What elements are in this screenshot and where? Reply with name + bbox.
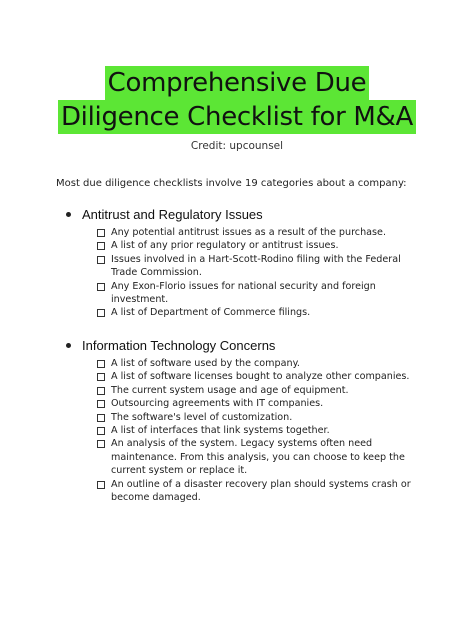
checkbox[interactable]	[97, 256, 105, 264]
checklist	[97, 357, 427, 504]
section-antitrust	[66, 206, 426, 320]
list-item	[97, 370, 427, 383]
item-text: An analysis of the system. Legacy systems often need maintenance. From this analysis, you can choose to keep the current system or replace it.	[111, 438, 405, 477]
item-text: A list of interfaces that link systems together.	[111, 425, 330, 437]
item-text: Issues involved in a Hart-Scott-Rodino filing with the Federal Trade Commission.	[111, 253, 401, 279]
list-item	[97, 306, 427, 319]
list-item	[97, 384, 427, 397]
checkbox[interactable]	[97, 309, 105, 317]
checkbox[interactable]	[97, 373, 105, 381]
list-item	[97, 424, 427, 437]
intro-text: Most due diligence checklists involve 19 categories about a company:	[56, 178, 407, 189]
section-heading	[66, 206, 426, 222]
title-line-2: Diligence Checklist for M&A	[58, 100, 416, 134]
page-title	[0, 66, 474, 134]
section-heading	[66, 337, 426, 353]
checkbox[interactable]	[97, 242, 105, 250]
list-item	[97, 226, 427, 239]
item-text: A list of software used by the company.	[111, 358, 300, 369]
checkbox[interactable]	[97, 414, 105, 422]
list-item	[97, 437, 427, 477]
item-text: A list of any prior regulatory or antitrust issues.	[111, 240, 339, 252]
checklist	[97, 226, 427, 320]
checkbox[interactable]	[97, 427, 105, 435]
bullet-icon	[66, 212, 71, 217]
checkbox[interactable]	[97, 229, 105, 237]
item-text: Any Exon-Florio issues for national security and foreign investment.	[111, 280, 376, 306]
list-item	[97, 357, 427, 370]
list-item	[97, 397, 427, 410]
checkbox[interactable]	[97, 283, 105, 291]
list-item	[97, 253, 427, 280]
list-item	[97, 411, 427, 424]
title-line-1: Comprehensive Due	[105, 66, 370, 100]
item-text: A list of Department of Commerce filings.	[111, 307, 311, 319]
section-it	[66, 337, 426, 504]
checkbox[interactable]	[97, 387, 105, 395]
checkbox[interactable]	[97, 360, 105, 368]
list-item	[97, 280, 427, 307]
checkbox[interactable]	[97, 440, 105, 448]
item-text: Outsourcing agreements with IT companies.	[111, 398, 324, 410]
item-text: The software's level of customization.	[111, 411, 293, 423]
credit-text: Credit: upcounsel	[190, 140, 284, 152]
section-title: Information Technology Concerns	[82, 337, 276, 353]
checkbox[interactable]	[97, 400, 105, 408]
item-text: A list of software licenses bought to analyze other companies.	[111, 371, 410, 383]
item-text: The current system usage and age of equipment.	[111, 384, 349, 396]
list-item	[97, 478, 427, 505]
item-text: An outline of a disaster recovery plan should systems crash or become damaged.	[111, 478, 411, 504]
item-text: Any potential antitrust issues as a result of the purchase.	[111, 227, 386, 238]
list-item	[97, 239, 427, 252]
checkbox[interactable]	[97, 481, 105, 489]
bullet-icon	[66, 343, 71, 348]
section-title: Antitrust and Regulatory Issues	[82, 206, 263, 222]
